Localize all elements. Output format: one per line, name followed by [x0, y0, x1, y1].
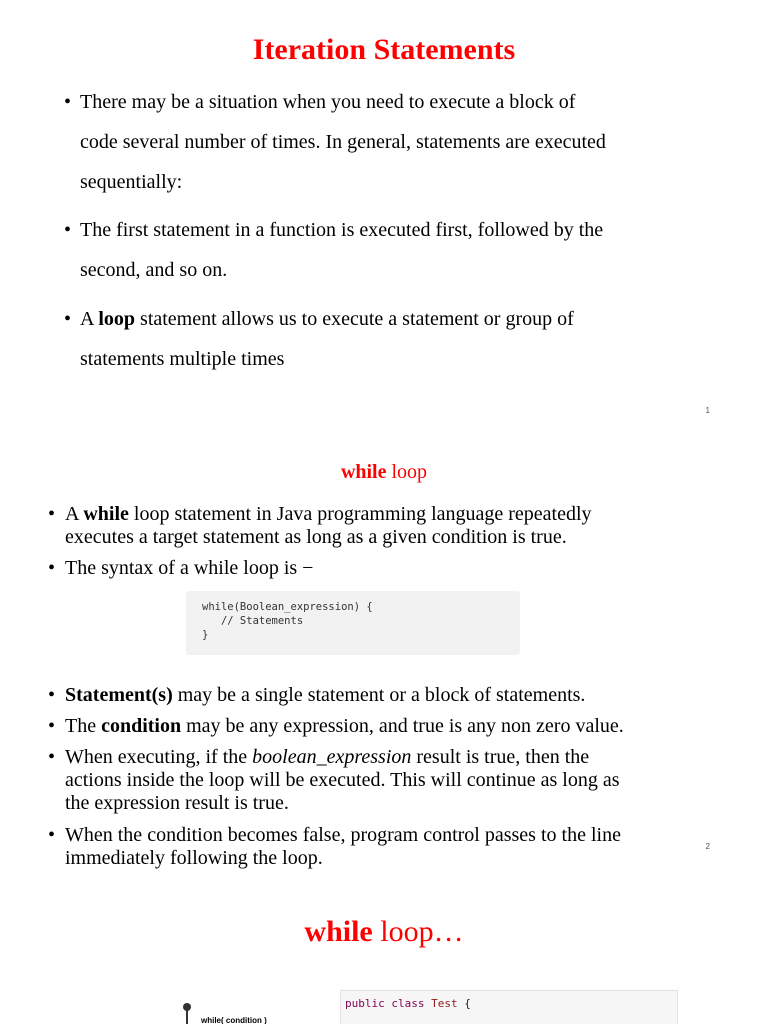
bullet-text: When executing, if the boolean_expression result is true, then the — [65, 746, 590, 768]
bullet-item — [64, 299, 704, 379]
bullet-dot: • — [48, 503, 56, 525]
bullet-text: A while loop statement in Java programming language repeatedly — [65, 503, 592, 525]
bullet-text: The syntax of a while loop is − — [65, 557, 314, 579]
code-line: public class Test { — [345, 997, 471, 1010]
slide-1 — [0, 0, 768, 432]
code-line: while(Boolean_expression) { — [202, 601, 373, 613]
bullet-text: immediately following the loop. — [65, 847, 323, 869]
title-rest: loop — [386, 461, 428, 483]
bullet-item — [48, 746, 688, 815]
bullet-item — [48, 684, 688, 707]
page-number: 2 — [705, 842, 710, 851]
bullet-dot: • — [48, 557, 56, 579]
page-number: 1 — [705, 406, 710, 415]
flowchart-arrow — [186, 1010, 188, 1024]
bullet-dot: • — [48, 746, 56, 768]
bullet-text: second, and so on. — [80, 259, 228, 281]
bullet-text: When the condition becomes false, program control passes to the line — [65, 824, 621, 846]
bullet-dot: • — [64, 91, 72, 113]
bullet-text: code several number of times. In general, statements are executed — [80, 131, 606, 153]
bullet-text: statements multiple times — [80, 348, 285, 370]
bullet-item — [48, 715, 688, 738]
slide-title — [0, 458, 768, 486]
flowchart-label: while( condition ) — [201, 1016, 267, 1024]
title-rest: loop… — [372, 915, 464, 948]
title-keyword: while — [340, 461, 387, 483]
bullet-text: sequentially: — [80, 171, 183, 193]
bullet-dot: • — [48, 684, 56, 706]
bullet-item — [64, 82, 704, 202]
slide-title — [0, 912, 768, 952]
bullet-text: the expression result is true. — [65, 792, 289, 814]
code-block — [340, 990, 678, 1024]
code-line: } — [202, 629, 209, 641]
bullet-text: Statement(s) may be a single statement or a block of statements. — [65, 684, 586, 706]
bullet-dot: • — [64, 308, 72, 330]
bullet-item — [64, 210, 704, 290]
slide-2 — [0, 432, 768, 870]
bullet-text: The first statement in a function is executed first, followed by the — [80, 219, 604, 241]
bullet-text: The condition may be any expression, and true is any non zero value. — [65, 715, 624, 737]
bullet-dot: • — [64, 219, 72, 241]
bullet-text: executes a target statement as long as a given condition is true. — [65, 526, 567, 548]
bold-term: loop — [98, 308, 136, 330]
bullet-item — [48, 557, 688, 580]
bullet-text: A loop statement allows us to execute a statement or group of — [80, 308, 574, 330]
slide-title: Iteration Statements — [252, 33, 516, 66]
code-block — [186, 591, 520, 655]
bullet-item — [48, 824, 688, 870]
slide-3 — [0, 870, 768, 1024]
bullet-item — [48, 503, 688, 549]
bullet-text: There may be a situation when you need to execute a block of — [80, 91, 576, 113]
bullet-text: actions inside the loop will be executed. This will continue as long as — [65, 769, 620, 791]
bullet-dot: • — [48, 715, 56, 737]
code-line: // Statements — [202, 615, 304, 627]
title-keyword: while — [304, 915, 373, 948]
bullet-dot: • — [48, 824, 56, 846]
